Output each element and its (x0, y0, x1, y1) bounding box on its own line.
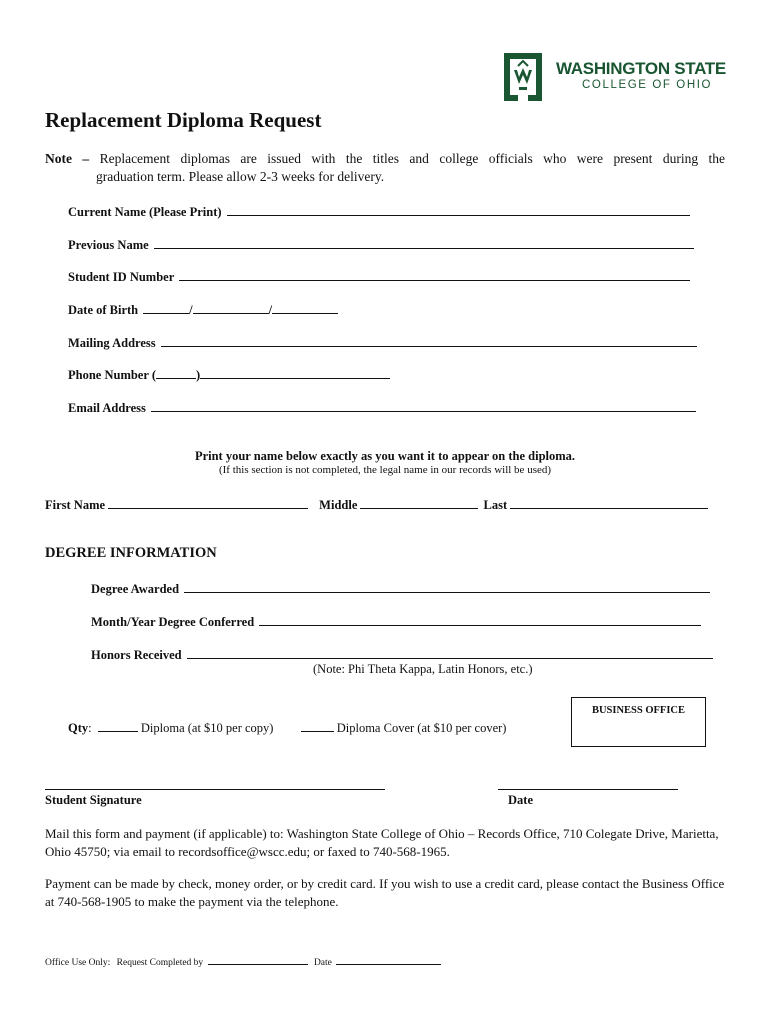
note-text-1: Replacement diplomas are issued with the titles and college officials who were present during the (99, 151, 725, 166)
mailing-address-field[interactable] (161, 334, 697, 347)
logo-name: WASHINGTON STATE (556, 59, 726, 78)
student-id-field[interactable] (179, 268, 690, 281)
degree-awarded-label: Degree Awarded (91, 582, 180, 596)
completed-by-label: Request Completed by (116, 958, 204, 968)
phone-paren-close: ) (195, 368, 201, 382)
last-name-field[interactable] (510, 496, 708, 509)
honors-field[interactable] (187, 646, 713, 659)
mail-instructions: Mail this form and payment (if applicable) to: Washington State College of Ohio – Records Office, 710 Colegate Drive, Marietta, Ohio 45750; via email to recordsoffice@wscc.edu; or faxed to 740-568-1965. (45, 826, 719, 859)
business-office-label: BUSINESS OFFICE (591, 705, 686, 716)
degree-awarded-field[interactable] (184, 580, 710, 593)
mailing-address-row (68, 334, 697, 351)
note-label: Note – (45, 151, 90, 166)
diploma-name-row (45, 496, 708, 513)
phone-paren-open: ( (151, 368, 156, 382)
current-name-row (68, 203, 690, 220)
business-office-box (571, 697, 706, 747)
previous-name-label: Previous Name (68, 238, 149, 252)
qty-label: Qty (68, 721, 89, 735)
college-seal-icon (500, 50, 546, 104)
phone-area-code-field[interactable] (156, 366, 196, 379)
date-signature-line[interactable] (498, 789, 678, 790)
dob-label: Date of Birth (68, 303, 139, 317)
qty-diploma-field[interactable] (98, 719, 138, 732)
honors-note: (Note: Phi Theta Kappa, Latin Honors, etc.) (313, 662, 533, 676)
qty-cover-label: Diploma Cover (at $10 per cover) (336, 721, 507, 735)
page-title: Replacement Diploma Request (45, 108, 322, 132)
office-date-field[interactable] (336, 956, 441, 965)
honors-row (91, 646, 713, 663)
student-id-row (68, 268, 690, 285)
email-label: Email Address (68, 401, 146, 415)
email-row (68, 399, 696, 416)
note-line-1 (45, 150, 725, 168)
dob-slash-1: / (189, 303, 193, 317)
phone-number-field[interactable] (200, 366, 390, 379)
college-logo (500, 50, 725, 104)
dob-row (68, 301, 338, 318)
note-line-2: graduation term. Please allow 2-3 weeks for delivery. (96, 169, 385, 184)
phone-label: Phone Number (68, 368, 149, 382)
diploma-name-instruction: Print your name below exactly as you want it to appear on the diploma. (194, 449, 576, 463)
payment-instructions: Payment can be made by check, money order, or by credit card. If you wish to use a credit card, please contact the Business Office at 740-568-1905 to make the payment via the telephone. (45, 876, 725, 909)
degree-conferred-field[interactable] (259, 613, 701, 626)
degree-heading: DEGREE INFORMATION (45, 545, 217, 561)
logo-subtitle: COLLEGE OF OHIO (582, 79, 713, 91)
first-name-label: First Name (45, 498, 106, 512)
middle-name-label: Middle (319, 498, 358, 512)
student-signature-line[interactable] (45, 789, 385, 790)
current-name-field[interactable] (227, 203, 690, 216)
current-name-label: Current Name (Please Print) (68, 205, 222, 219)
last-name-label: Last (483, 498, 508, 512)
dob-month-field[interactable] (143, 301, 189, 314)
student-signature-label: Student Signature (45, 793, 142, 807)
qty-cover-field[interactable] (301, 719, 334, 732)
previous-name-field[interactable] (154, 236, 694, 249)
office-use-label: Office Use Only: (45, 958, 111, 968)
degree-conferred-label: Month/Year Degree Conferred (91, 615, 255, 629)
qty-colon: : (88, 721, 92, 735)
degree-conferred-row (91, 613, 701, 630)
email-field[interactable] (151, 399, 696, 412)
note (45, 150, 725, 186)
phone-row (68, 366, 390, 383)
first-name-field[interactable] (108, 496, 308, 509)
previous-name-row (68, 236, 694, 253)
office-use-row (45, 956, 441, 968)
qty-diploma-label: Diploma (at $10 per copy) (140, 721, 274, 735)
middle-name-field[interactable] (360, 496, 478, 509)
diploma-name-sub-instruction: (If this section is not completed, the legal name in our records will be used) (218, 464, 552, 476)
dob-day-field[interactable] (193, 301, 269, 314)
mailing-address-label: Mailing Address (68, 336, 156, 350)
office-date-label: Date (313, 958, 332, 968)
qty-row (68, 719, 506, 736)
degree-awarded-row (91, 580, 710, 597)
completed-by-field[interactable] (208, 956, 308, 965)
student-id-label: Student ID Number (68, 270, 175, 284)
dob-year-field[interactable] (272, 301, 338, 314)
dob-slash-2: / (268, 303, 273, 317)
date-signature-label: Date (508, 793, 533, 807)
honors-label: Honors Received (91, 648, 182, 662)
